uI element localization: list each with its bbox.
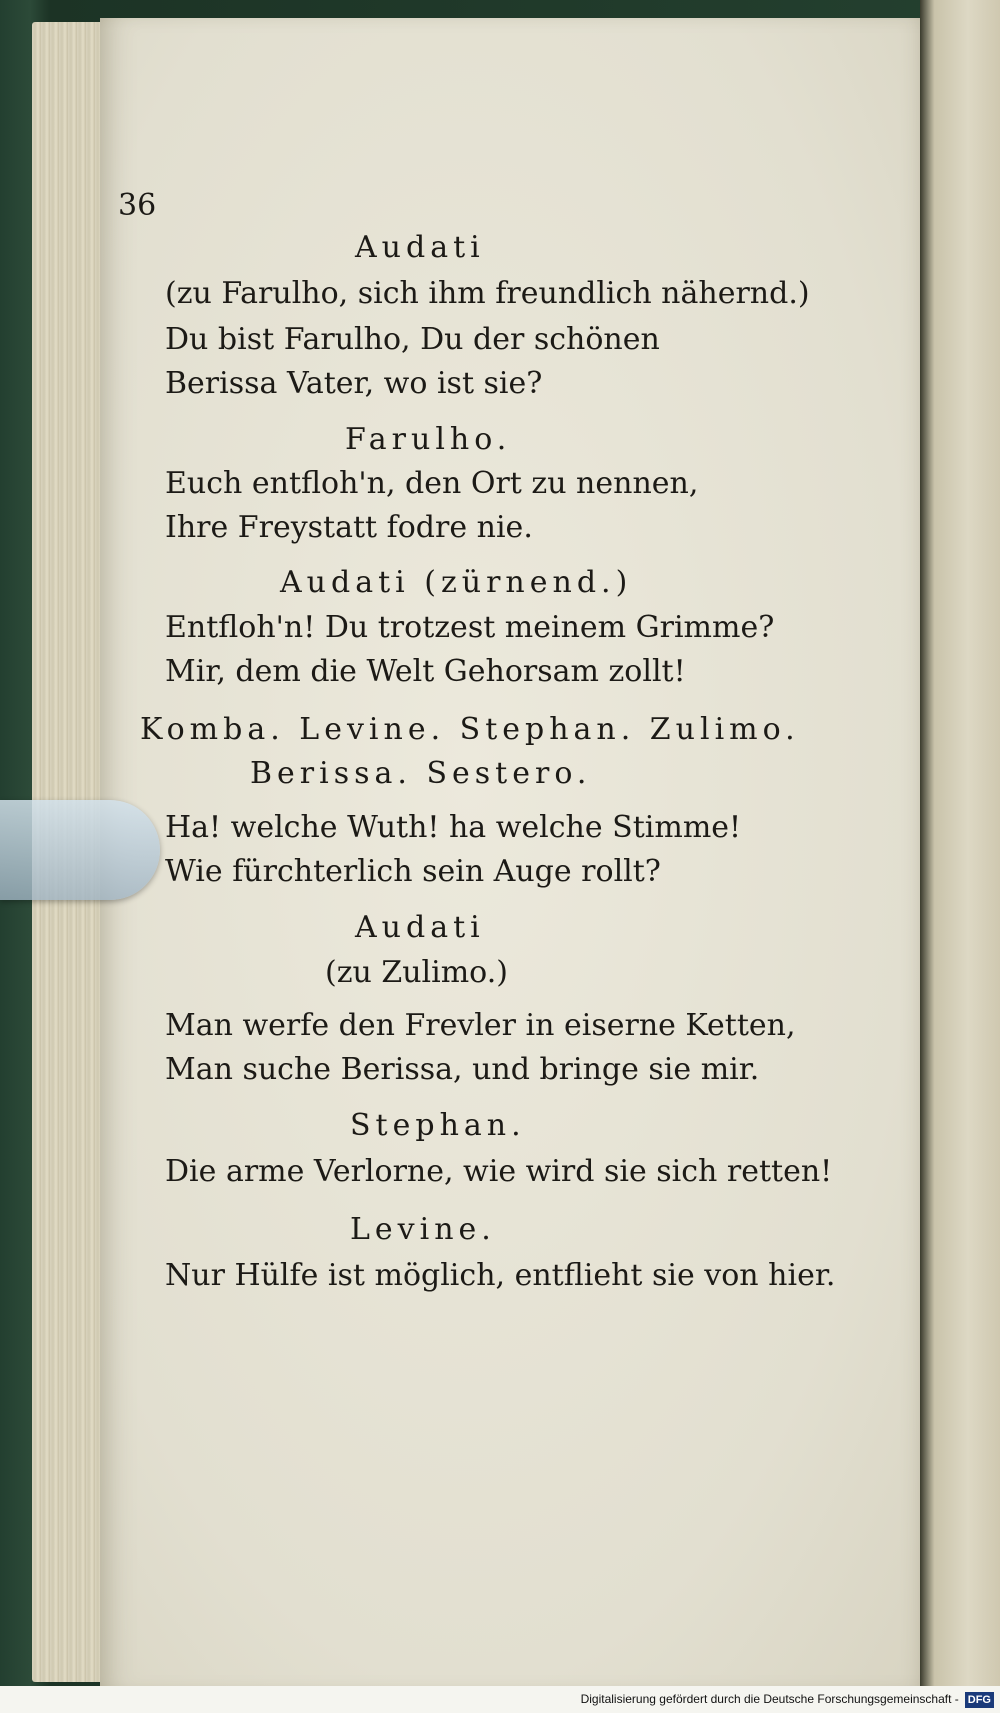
dfg-logo: DFG [965, 1692, 994, 1708]
verse-line: Man suche Berissa, und bringe sie mir. [165, 1052, 760, 1087]
speaker-chorus: Berissa. Sestero. [250, 756, 592, 791]
verse-line: Ha! welche Wuth! ha welche Stimme! [165, 810, 742, 845]
verse-line: Ihre Freystatt fodre nie. [165, 510, 533, 545]
stage-direction: (zu Farulho, sich ihm freundlich nähernd.) [165, 276, 810, 311]
speaker-stephan: Stephan. [350, 1108, 526, 1143]
verse-line: Euch entfloh'n, den Ort zu nennen, [165, 466, 699, 501]
speaker-chorus: Komba. Levine. Stephan. Zulimo. [140, 712, 800, 747]
verse-line: Mir, dem die Welt Gehorsam zollt! [165, 654, 686, 689]
speaker-audati: Audati [355, 910, 485, 945]
verse-line: Wie fürchterlich sein Auge rollt? [165, 854, 661, 889]
verse-line: Berissa Vater, wo ist sie? [165, 366, 543, 401]
stage-direction: (zu Zulimo.) [325, 955, 508, 990]
footer-bar [0, 1686, 1000, 1713]
verse-line: Man werfe den Frevler in eiserne Ketten, [165, 1008, 796, 1043]
verse-line: Du bist Farulho, Du der schönen [165, 322, 660, 357]
facing-page-edge [920, 0, 1000, 1713]
bookmark-tab [0, 800, 160, 900]
speaker-audati: Audati [355, 230, 485, 265]
speaker-levine: Levine. [350, 1212, 496, 1247]
speaker-audati: Audati (zürnend.) [280, 565, 633, 600]
page-number: 36 [118, 188, 157, 223]
verse-line: Die arme Verlorne, wie wird sie sich retten! [165, 1154, 833, 1189]
verse-line: Entfloh'n! Du trotzest meinem Grimme? [165, 610, 775, 645]
footer-text: Digitalisierung gefördert durch die Deutsche Forschungsgemeinschaft - [580, 1692, 959, 1706]
speaker-farulho: Farulho. [345, 422, 512, 457]
verse-line: Nur Hülfe ist möglich, entflieht sie von hier. [165, 1258, 836, 1293]
